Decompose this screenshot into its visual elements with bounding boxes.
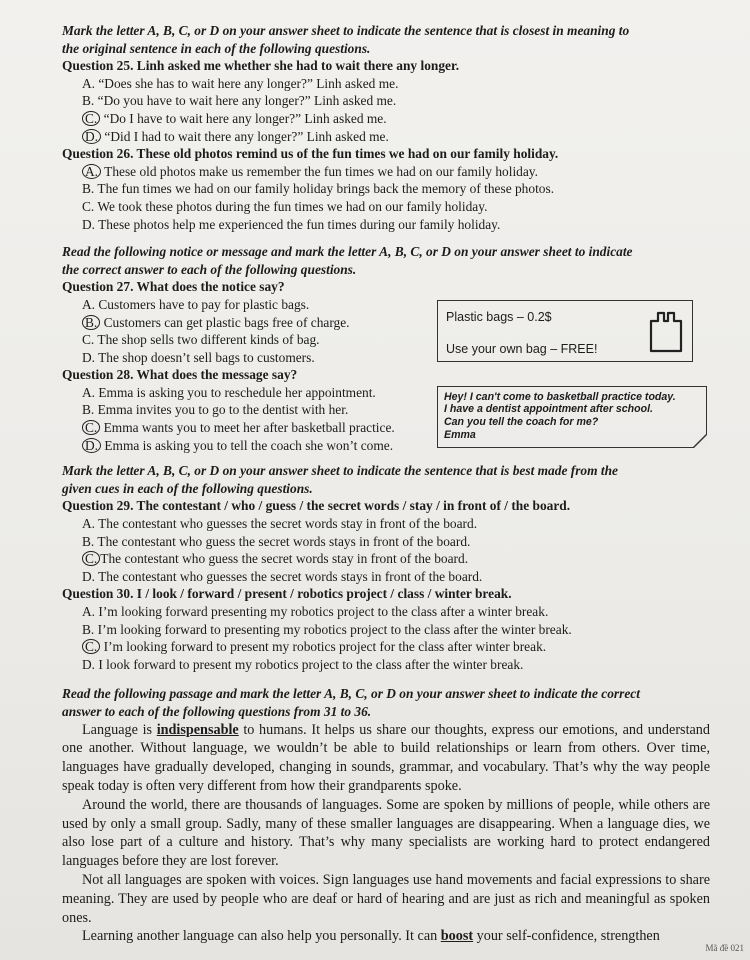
paragraph-2: Around the world, there are thousands of languages. Some are spoken by millions of people, while others are used by only a small group. Sadly, many of these smaller languages are disappearing. When a language dies, we also lose part of a culture and history. That’s why many specialists are working hard to protect endangered languages before they are lost forever.	[62, 796, 710, 870]
circled-letter: A.	[82, 164, 101, 179]
question-29	[62, 497, 710, 585]
paragraph-3: Not all languages are spoken with voices. Sign languages use hand movements and facial expressions to share meaning. They are used by people who are deaf or hard of hearing and are just as rich and meaningful as spoken ones.	[62, 871, 710, 926]
option-a: A. The contestant who guesses the secret words stay in front of the board.	[82, 516, 478, 532]
emma-message	[437, 386, 707, 448]
option-text: “Did I had to wait there any longer?” Linh asked me.	[101, 128, 389, 144]
paragraph-4	[62, 927, 710, 946]
instruction-line: Read the following notice or message and mark the letter A, B, C, or D on your answer sheet to indicate	[62, 244, 633, 260]
circled-letter: D.	[82, 438, 101, 453]
option-d	[62, 437, 427, 455]
question-stem: Question 28. What does the message say?	[62, 367, 298, 383]
instruction-line: Mark the letter A, B, C, or D on your answer sheet to indicate the sentence that is closest in meaning to	[62, 23, 630, 38]
option-d: D. The shop doesn’t sell bags to customers.	[82, 349, 315, 365]
question-stem: Question 27. What does the notice say?	[62, 279, 285, 295]
section2-instruction	[62, 243, 710, 278]
notice-line-1: Plastic bags – 0.2$	[446, 309, 552, 324]
option-c	[62, 419, 427, 437]
option-text: The contestant who guess the secret words stay in front of the board.	[100, 551, 469, 567]
option-c: C. We took these photos during the fun times we had on our family holiday.	[82, 198, 488, 214]
paragraph-1	[62, 721, 710, 796]
option-b: B. I’m looking forward to presenting my robotics project to the class after the winter break.	[82, 621, 572, 637]
option-d: D. I look forward to present my robotics project to the class after the winter break.	[82, 656, 524, 672]
circled-letter: C.	[82, 639, 100, 654]
bag-icon	[648, 309, 684, 353]
circled-letter: B.	[82, 315, 100, 330]
reading-passage	[62, 721, 710, 947]
option-c	[62, 550, 710, 568]
passage-text: Learning another language can also help you personally. It can	[82, 928, 441, 945]
option-text: Customers can get plastic bags free of charge.	[100, 314, 350, 330]
option-c	[62, 110, 710, 128]
option-text: “Do I have to wait here any longer?” Linh asked me.	[100, 110, 387, 126]
instruction-line: given cues in each of the following questions.	[62, 480, 313, 496]
shop-notice	[437, 300, 693, 362]
instruction-line: Mark the letter A, B, C, or D on your answer sheet to indicate the sentence that is best made from the	[62, 463, 618, 479]
message-line-1: Hey! I can't come to basketball practice today.	[444, 390, 676, 403]
option-b: B. “Do you have to wait here any longer?” Linh asked me.	[82, 93, 397, 109]
instruction-line: Read the following passage and mark the letter A, B, C, or D on your answer sheet to indicate the correct	[62, 686, 640, 702]
instruction-line: the correct answer to each of the following questions.	[62, 261, 357, 277]
option-a: A. I’m looking forward presenting my robotics project to the class after a winter break.	[82, 604, 549, 619]
question-25	[62, 57, 710, 145]
question-30	[62, 585, 710, 673]
option-text: I’m looking forward to present my robotics project for the class after winter break.	[100, 639, 547, 655]
question-stem: Question 25. Linh asked me whether she had to wait there any longer.	[62, 58, 460, 74]
question-27	[62, 278, 710, 366]
question-stem: Question 26. These old photos remind us of the fun times we had on our family holiday.	[62, 146, 559, 162]
question-28	[62, 366, 710, 454]
section3-instruction	[62, 462, 710, 497]
circled-letter: C.	[82, 551, 100, 566]
option-d	[62, 128, 710, 146]
page-fold-icon	[693, 434, 707, 448]
circled-letter: C.	[82, 420, 100, 435]
option-a: A. Emma is asking you to reschedule her appointment.	[82, 384, 376, 400]
section4-instruction	[62, 685, 710, 720]
option-d: D. The contestant who guesses the secret words stays in front of the board.	[82, 568, 483, 584]
option-d: D. These photos help me experienced the fun times during our family holiday.	[82, 216, 501, 232]
exam-code: Mã đề 021	[705, 943, 744, 954]
option-a: A. Customers have to pay for plastic bags.	[82, 296, 310, 312]
option-b: B. The fun times we had on our family holiday brings back the memory of these photos.	[82, 181, 555, 197]
option-text: These old photos make us remember the fun times we had on our family holiday.	[101, 163, 538, 179]
message-line-3: Can you tell the coach for me?	[444, 416, 599, 429]
option-text: Emma wants you to meet her after basketball practice.	[100, 420, 395, 436]
option-b	[62, 314, 427, 332]
option-b: B. The contestant who guess the secret words stays in front of the board.	[82, 533, 471, 549]
underlined-word: indispensable	[156, 721, 239, 738]
question-26	[62, 145, 710, 233]
passage-text: to humans. It helps us share our thoughts, express our emotions, and understand one another. Without language, we wouldn’t be able to build relationships or learn from others. Over time, languages have gradually developed, changing in sounds, grammar, and vocabulary. That’s why the way people speak today is often very different from how their grandparents spoke.	[62, 721, 710, 794]
question-stem: Question 29. The contestant / who / guess / the secret words / stay / in front of / the board.	[62, 498, 571, 514]
instruction-line: the original sentence in each of the following questions.	[62, 40, 371, 56]
option-b: B. Emma invites you to go to the dentist with her.	[82, 402, 349, 418]
message-signature: Emma	[444, 428, 476, 441]
passage-text: your self-confidence, strengthen	[473, 928, 660, 945]
option-a: A. “Does she has to wait here any longer?” Linh asked me.	[82, 75, 399, 91]
passage-text: Language is	[82, 721, 157, 738]
instruction-line: answer to each of the following questions from 31 to 36.	[62, 703, 372, 719]
message-line-2: I have a dentist appointment after school.	[444, 403, 653, 416]
underlined-word: boost	[440, 928, 474, 945]
section1-instruction	[62, 22, 710, 57]
option-c	[62, 638, 710, 656]
circled-letter: C.	[82, 111, 100, 126]
option-text: Emma is asking you to tell the coach she won’t come.	[101, 437, 394, 453]
option-a	[62, 163, 710, 181]
question-stem: Question 30. I / look / forward / present / robotics project / class / winter break.	[62, 586, 512, 602]
notice-line-2: Use your own bag – FREE!	[446, 341, 598, 356]
option-c: C. The shop sells two different kinds of bag.	[82, 332, 320, 348]
circled-letter: D.	[82, 129, 101, 144]
